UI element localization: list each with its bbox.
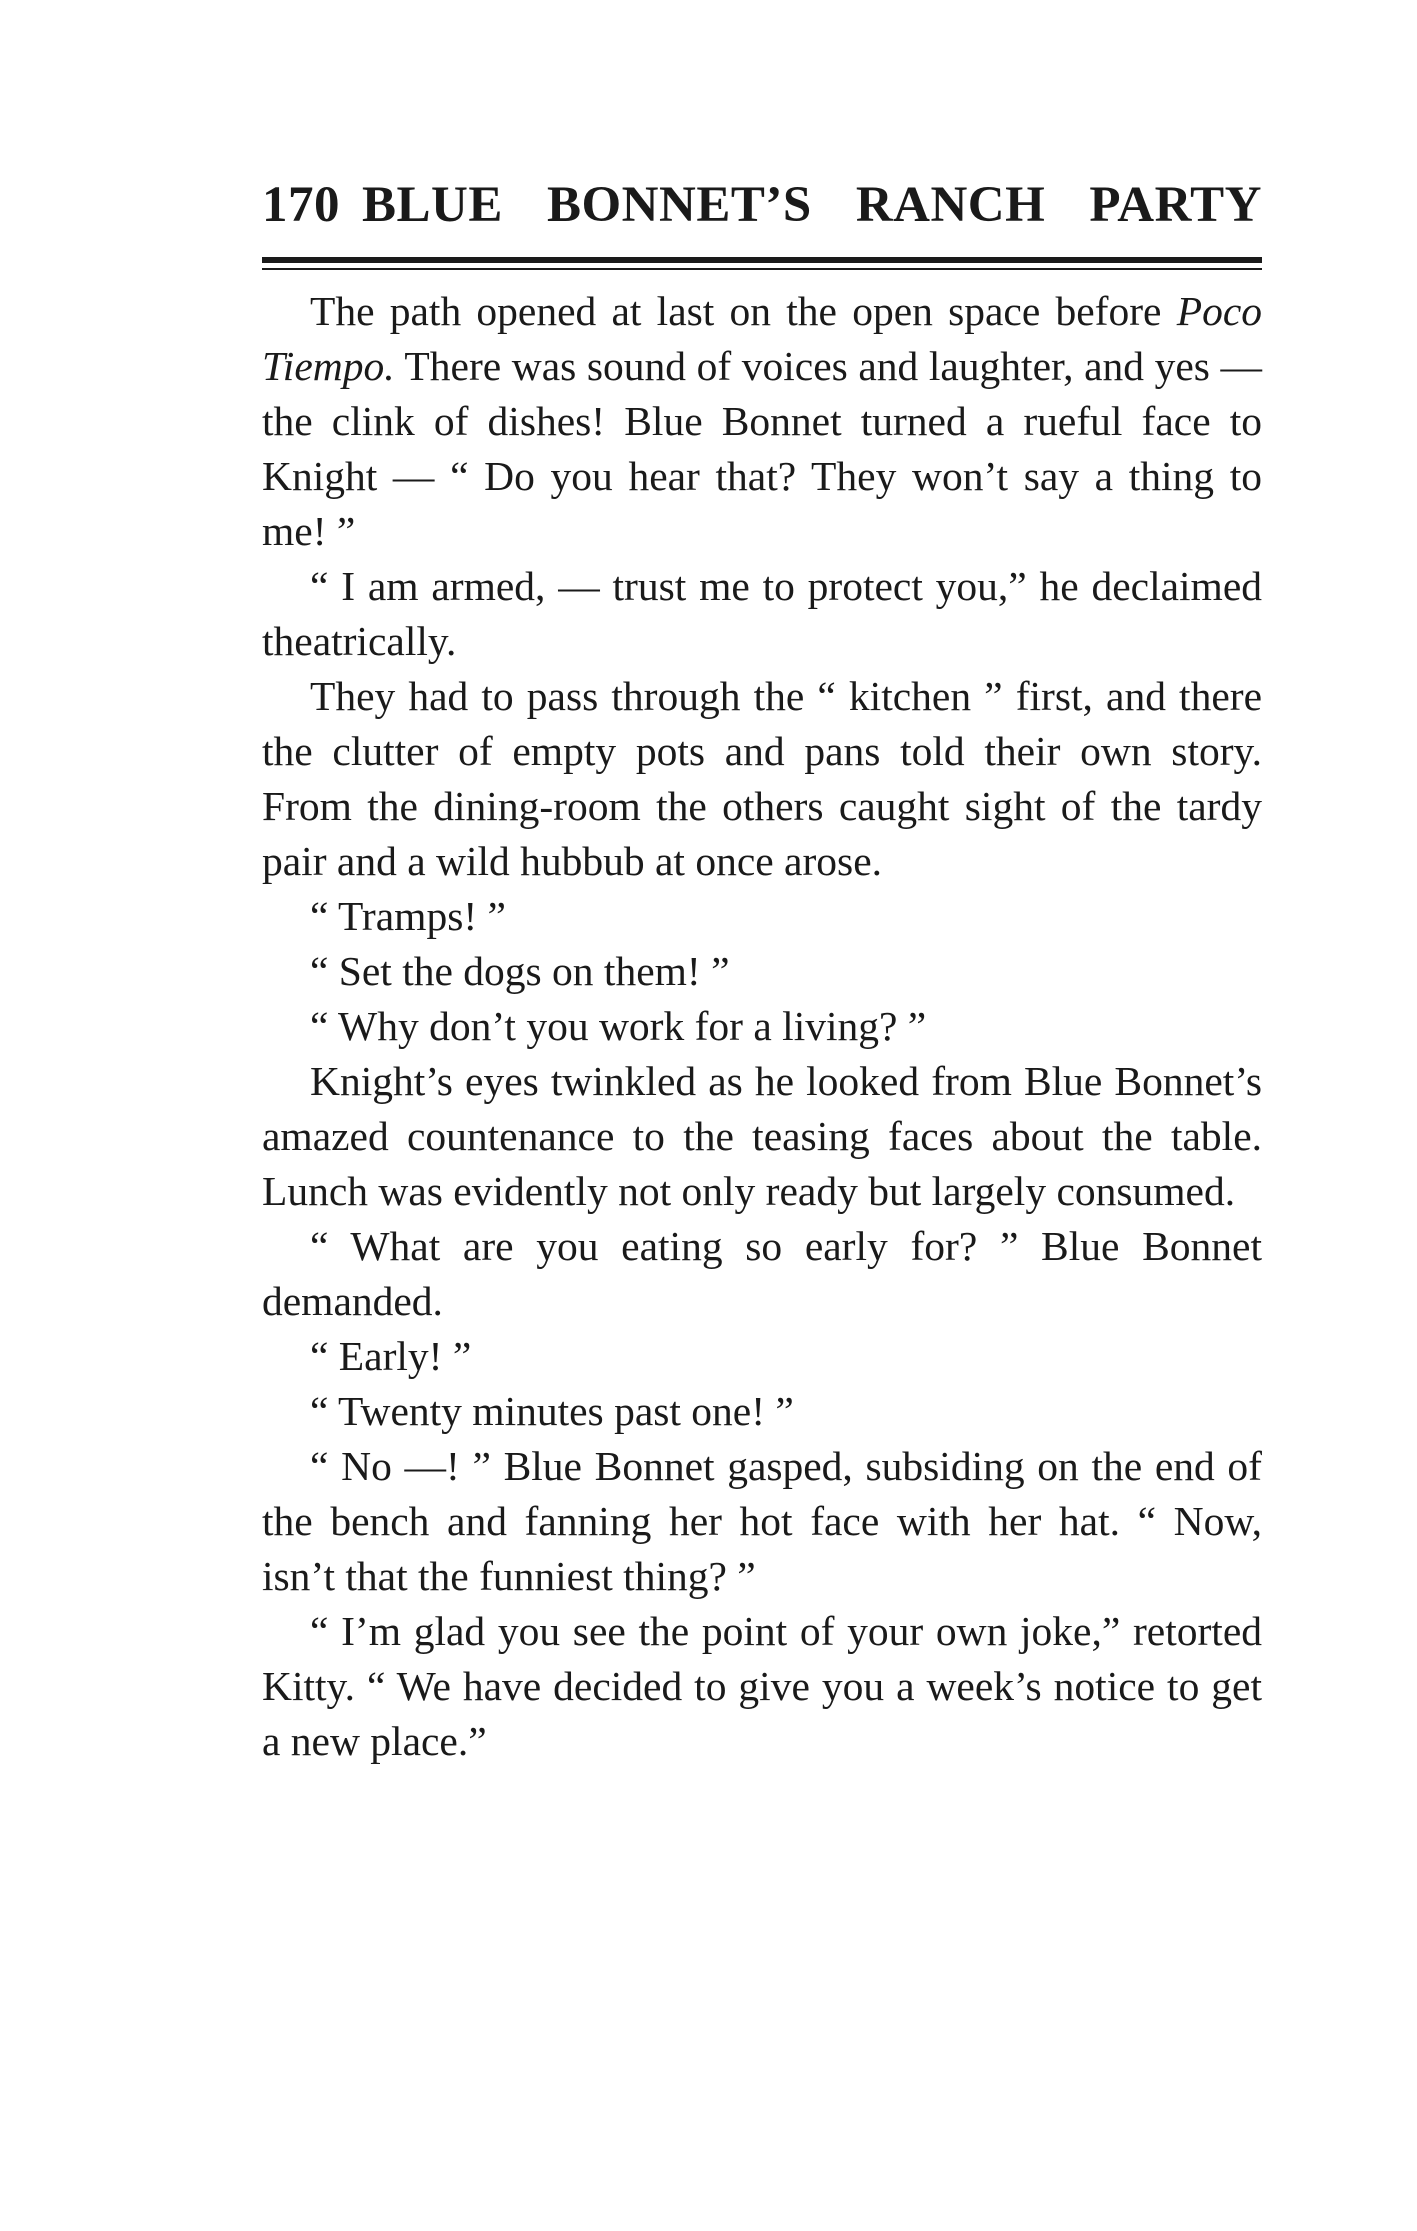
text-run: Knight’s eyes twinkled as he looked from Blue Bonnet’s amazed countenance to the teasing faces about the table. Lunch was evidently not only ready but largely consumed.: [262, 1058, 1262, 1214]
paragraph: [262, 1384, 1262, 1439]
header-rule-thick: [262, 257, 1262, 263]
paragraph: [262, 669, 1262, 889]
paragraph: [262, 1329, 1262, 1384]
text-run: “ Twenty minutes past one! ”: [310, 1388, 794, 1434]
text-run: “ Why don’t you work for a living? ”: [310, 1003, 927, 1049]
paragraph: [262, 944, 1262, 999]
body-text: [262, 284, 1262, 1769]
text-run: “ I’m glad you see the point of your own joke,” retorted Kitty. “ We have decided to give you a week’s notice to get a new place.”: [262, 1608, 1262, 1764]
paragraph: [262, 1219, 1262, 1329]
text-run: “ What are you eating so early for? ” Blue Bonnet demanded.: [262, 1223, 1262, 1324]
book-title: BLUE BONNET’S RANCH PARTY: [362, 177, 1262, 233]
paragraph: [262, 284, 1262, 559]
text-run: The path opened at last on the open space before: [310, 288, 1177, 334]
paragraph: [262, 1054, 1262, 1219]
text-run: “ No —! ” Blue Bonnet gasped, subsiding on the end of the bench and fanning her hot face with her hat. “ Now, isn’t that the funniest thing? ”: [262, 1443, 1262, 1599]
text-run: “ I am armed, — trust me to protect you,” he declaimed theatrically.: [262, 563, 1262, 664]
text-run: “ Early! ”: [310, 1333, 472, 1379]
paragraph: [262, 999, 1262, 1054]
paragraph: [262, 1604, 1262, 1769]
header-rule-thin: [262, 268, 1262, 270]
text-run: There was sound of voices and laughter, and yes — the clink of dishes! Blue Bonnet turned a rueful face to Knight — “ Do you hear that? They won’t say a thing to me! ”: [262, 343, 1262, 554]
running-head: [262, 175, 1262, 235]
paragraph: [262, 1439, 1262, 1604]
book-page: [262, 175, 1262, 1769]
text-run: They had to pass through the “ kitchen ” first, and there the clutter of empty pots and pans told their own story. From the dining-room the others caught sight of the tardy pair and a wild hubbub at once arose.: [262, 673, 1262, 884]
italic-text-run: Poco Tiempo.: [262, 288, 1262, 389]
page-number: 170: [262, 177, 340, 233]
text-run: “ Tramps! ”: [310, 893, 506, 939]
paragraph: [262, 889, 1262, 944]
text-run: “ Set the dogs on them! ”: [310, 948, 730, 994]
paragraph: [262, 559, 1262, 669]
